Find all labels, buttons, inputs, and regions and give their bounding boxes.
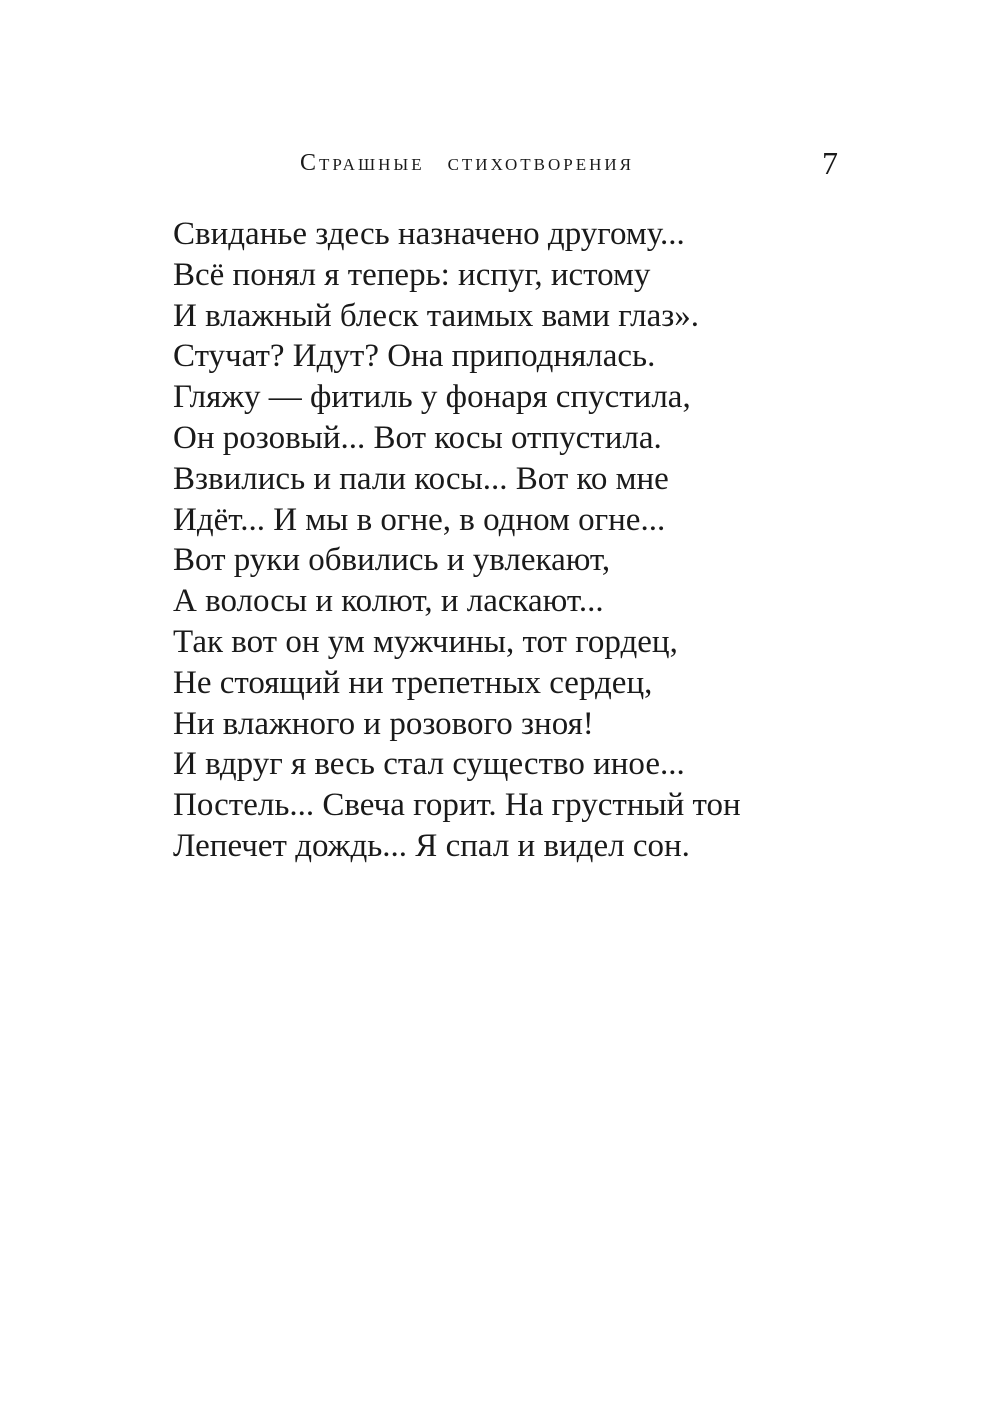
poem-line: А волосы и колют, и ласкают... (173, 583, 604, 620)
poem-line: Стучат? Идут? Она приподнялась. (173, 338, 656, 375)
poem-line: Постель... Свеча горит. На грустный тон (173, 787, 741, 824)
poem-text (173, 214, 933, 867)
poem-line: Идёт... И мы в огне, в одном огне... (173, 501, 666, 538)
poem-line: И вдруг я весь стал существо иное... (173, 746, 685, 783)
poem-line: Гляжу — фитиль у фонаря спустила, (173, 379, 691, 416)
poem-line: Он розовый... Вот косы отпустила. (173, 419, 662, 456)
poem-line: Ни влажного и розового зноя! (173, 705, 594, 742)
running-title: Страшные стихотворения (300, 150, 635, 176)
page-number: 7 (822, 145, 838, 181)
poem-line: И влажный блеск таимых вами глаз». (173, 297, 700, 334)
poem-line: Вот руки обвились и увлекают, (173, 542, 611, 579)
poem-line: Не стоящий ни трепетных сердец, (173, 664, 653, 701)
poem-line: Всё понял я теперь: испуг, истому (173, 256, 651, 293)
poem-line: Так вот он ум мужчины, тот гордец, (173, 623, 678, 660)
poem-line: Свиданье здесь назначено другому... (173, 216, 685, 252)
poem-line: Взвились и пали косы... Вот ко мне (173, 460, 669, 497)
poem-line: Лепечет дождь... Я спал и видел сон. (173, 827, 690, 864)
